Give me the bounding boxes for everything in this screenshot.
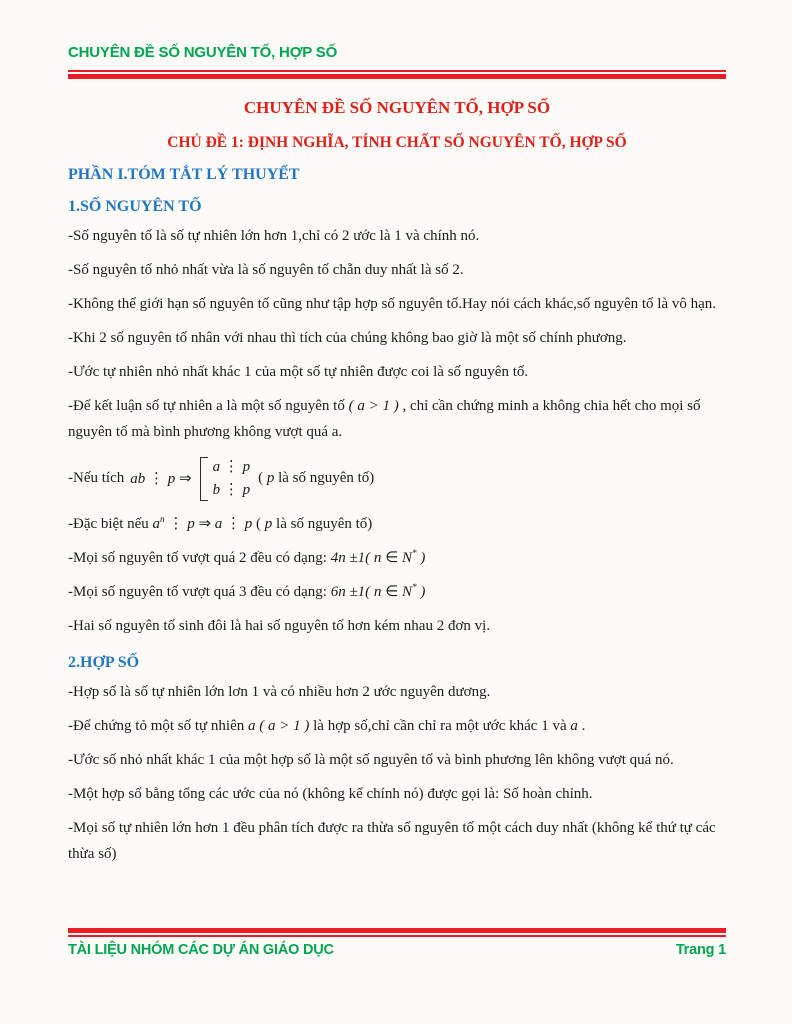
header-title: CHUYÊN ĐỀ SỐ NGUYÊN TỐ, HỢP SỐ [68, 44, 338, 61]
text-run: -Mọi số nguyên tố vượt quá 3 đều có dạng: [68, 583, 331, 600]
footer-row [68, 942, 726, 958]
page-footer [68, 928, 726, 958]
math-text: ( a > 1 ) [259, 717, 310, 734]
paragraph [68, 258, 726, 284]
text-run: -Mọi số tự nhiên lớn hơn 1 đều phân tích được ra thừa số nguyên tố một cách duy nhất (không kể thứ tự các thừa số) [68, 819, 716, 862]
math-text: ) [416, 583, 426, 600]
document-content [68, 94, 726, 936]
doc-subtitle: CHỦ ĐỀ 1: ĐỊNH NGHĨA, TÍNH CHẤT SỐ NGUYÊN TỐ, HỢP SỐ [167, 134, 627, 151]
text-run: -Số nguyên tố là số tự nhiên lớn hơn 1,chỉ có 2 ước là 1 và chính nó. [68, 228, 480, 244]
paragraph [68, 714, 726, 740]
paragraph [68, 816, 726, 868]
footer-double-rule [68, 928, 726, 937]
math-text: a [570, 717, 578, 734]
paragraph [68, 782, 726, 808]
text-run: ( [258, 470, 267, 487]
math-text: * [412, 549, 417, 559]
paragraph [68, 394, 726, 446]
header-double-rule [68, 70, 726, 79]
math-text: a [248, 717, 256, 734]
text-run: -Ước số nhỏ nhất khác 1 của một hợp số là một số nguyên tố và bình phương lên không vượt quá nó. [68, 751, 674, 768]
math-text: p [266, 470, 275, 487]
text-run: -Mọi số nguyên tố vượt quá 2 đều có dạng: [68, 550, 331, 566]
text-run: -Để chứng tỏ một số tự nhiên [68, 717, 248, 734]
paragraph [68, 224, 726, 250]
paragraph [68, 748, 726, 774]
section-1-heading: 1.SỐ NGUYÊN TỐ [68, 198, 202, 215]
section-2-paragraphs [68, 680, 726, 868]
footer-page-number: Trang 1 [675, 942, 726, 958]
section-2-heading: 2.HỢP SỐ [68, 653, 140, 671]
text-run: -Một hợp số bằng tổng các ước của nó (không kể chính nó) được gọi là: Số hoàn chỉnh. [68, 785, 593, 802]
paragraph [68, 614, 726, 640]
text-run: -Hợp số là số tự nhiên lớn lơn 1 và có nhiều hơn 2 ước nguyên dương. [68, 683, 491, 700]
text-run: -Số nguyên tố nhỏ nhất vừa là số nguyên tố chẵn duy nhất là số 2. [68, 261, 464, 278]
text-run: . [577, 717, 586, 734]
section-1-paragraphs-b [68, 512, 726, 640]
math-text: ( a > 1 ) [348, 397, 399, 414]
formula-prefix: -Nếu tích [68, 470, 125, 487]
rule-thin-line [68, 935, 726, 937]
math-text: ) [416, 550, 426, 566]
rule-thick-line [68, 74, 726, 79]
section-1-paragraphs-a [68, 224, 726, 446]
formula-lhs: ab ⋮ p ⇒ [130, 471, 192, 488]
left-square-bracket [200, 457, 208, 502]
text-run: là số nguyên tố) [272, 516, 373, 533]
text-run: là hợp số,chỉ cần chỉ ra một ước khác 1 và [309, 717, 571, 734]
page-header [68, 44, 726, 79]
text-run: -Khi 2 số nguyên tố nhân với nhau thì tích của chúng không bao giờ là một số chính phương. [68, 329, 627, 346]
paragraph [68, 680, 726, 706]
paragraph [68, 292, 726, 318]
text-run: là số nguyên tố) [274, 470, 375, 487]
text-run: -Hai số nguyên tố sinh đôi là hai số nguyên tố hơn kém nhau 2 đơn vị. [68, 617, 491, 634]
math-text: n [160, 515, 165, 526]
paragraph [68, 580, 726, 606]
formula-case-2: b ⋮ p [212, 481, 251, 498]
math-text: 4n ±1( n ∈ N [330, 550, 413, 566]
paragraph [68, 546, 726, 572]
paragraph [68, 326, 726, 352]
footer-left-text: TÀI LIỆU NHÓM CÁC DỰ ÁN GIÁO DỤC [68, 942, 334, 958]
math-text: 6n ±1( n ∈ N [330, 583, 413, 600]
text-run: -Không thể giới hạn số nguyên tố cũng như tập hợp số nguyên tố.Hay nói cách khác,số nguyên tố là vô hạn. [68, 295, 717, 312]
text-run: -Đặc biệt nếu [68, 516, 153, 533]
paragraph [68, 512, 726, 538]
formula-cases [68, 456, 726, 503]
doc-title: CHUYÊN ĐỀ SỐ NGUYÊN TỐ, HỢP SỐ [243, 98, 551, 117]
text-run: ( [252, 516, 265, 533]
paragraph [68, 360, 726, 386]
math-text: a [152, 516, 161, 533]
math-text: ⋮ p ⇒ a ⋮ p [164, 516, 253, 533]
math-text: p [264, 516, 273, 533]
formula-case-stack [213, 456, 251, 503]
text-run: -Ước tự nhiên nhỏ nhất khác 1 của một số tự nhiên được coi là số nguyên tố. [68, 363, 529, 380]
text-run: -Để kết luận số tự nhiên a là một số nguyên tố [68, 397, 349, 414]
math-text: * [412, 582, 417, 593]
text-run: , chỉ cần chứng minh a không chia hết cho mọi số nguyên tố mà bình phương không vượt quá a. [68, 397, 701, 440]
part-heading: PHẦN I.TÓM TẮT LÝ THUYẾT [68, 166, 300, 183]
formula-case-1: a ⋮ p [212, 458, 251, 475]
formula-suffix [258, 470, 374, 487]
